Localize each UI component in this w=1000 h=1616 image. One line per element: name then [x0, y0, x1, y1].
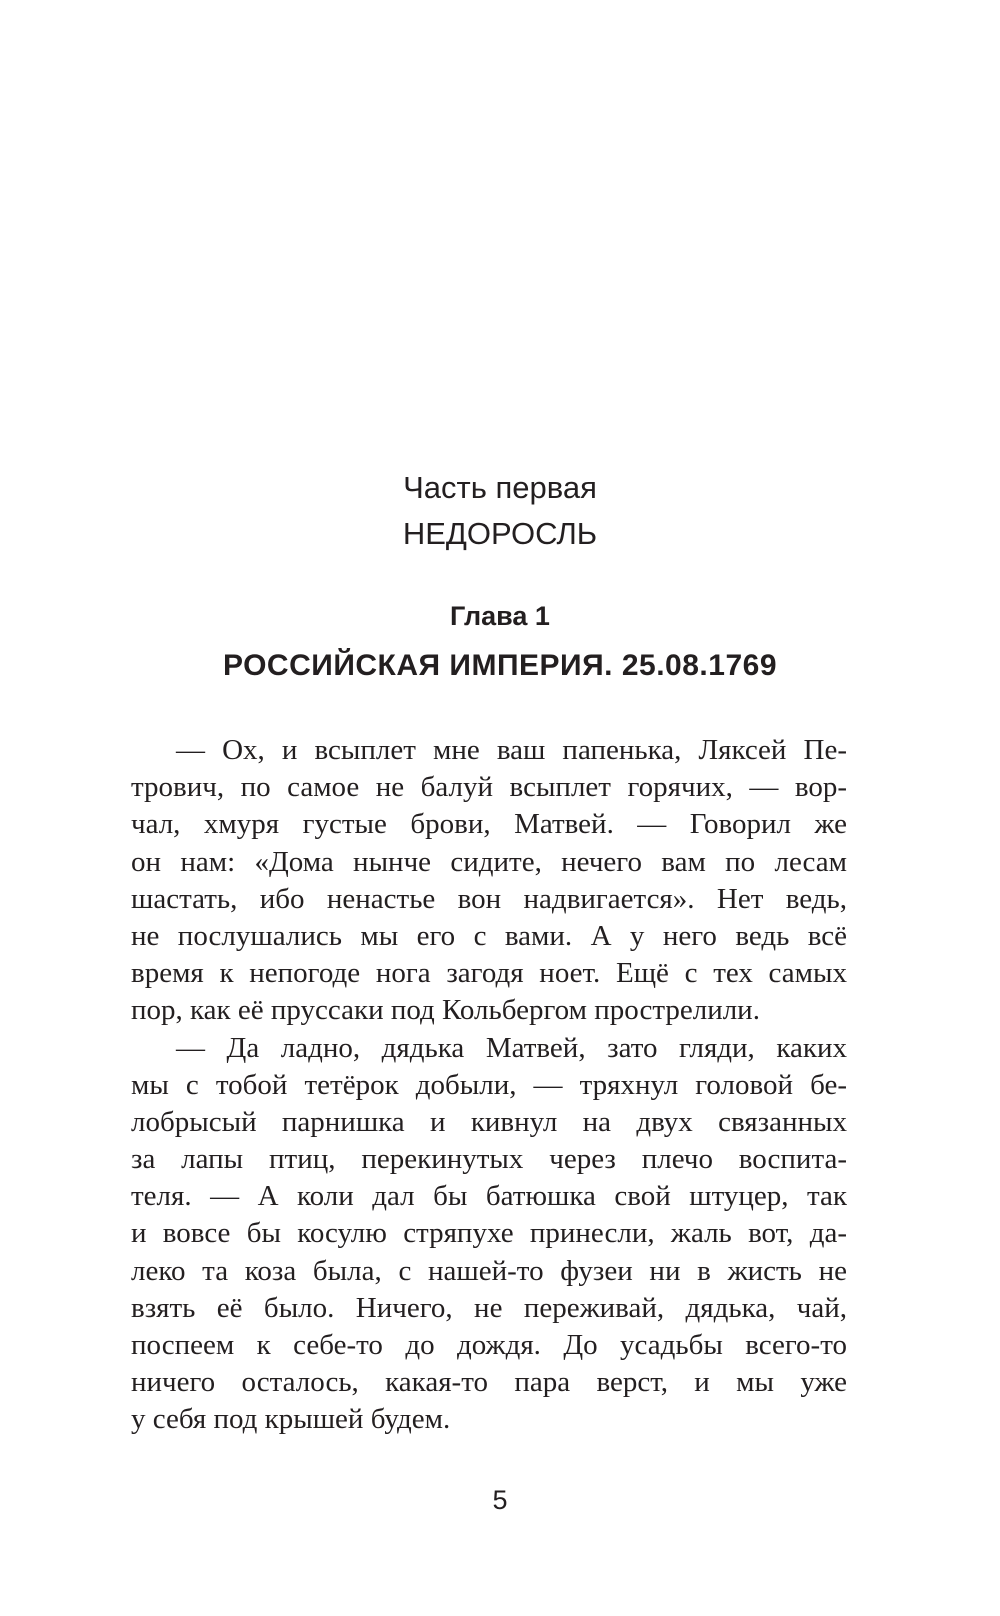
- text-line: не послушались мы его с вами. А у него ведь всё: [131, 919, 847, 952]
- text-line: за лапы птиц, перекинутых через плечо воспита-: [131, 1143, 847, 1176]
- text-line: у себя под крышей будем.: [131, 1403, 451, 1436]
- part-label: Часть первая: [403, 470, 597, 505]
- text-line: время к непогоде нога загодя ноет. Ещё с тех самых: [131, 957, 847, 990]
- chapter-number: Глава 1: [450, 601, 550, 631]
- text-line: взять её было. Ничего, не переживай, дядька, чай,: [131, 1291, 847, 1324]
- text-line: леко та коза была, с нашей-то фузеи ни в жисть не: [131, 1254, 847, 1287]
- text-line: пор, как её пруссаки под Кольбергом прострелили.: [131, 994, 760, 1027]
- text-line: теля. — А коли дал бы батюшка свой штуцер, так: [131, 1180, 847, 1213]
- body-text: [131, 732, 847, 1439]
- part-title: НЕДОРОСЛЬ: [402, 516, 598, 551]
- text-line: чал, хмуря густые брови, Матвей. — Говорил же: [131, 808, 847, 841]
- text-line: ничего осталось, какая-то пара верст, и мы уже: [131, 1366, 847, 1399]
- text-line: трович, по самое не балуй всыплет горячих, — вор-: [131, 771, 847, 804]
- text-line: он нам: «Дома нынче сидите, нечего вам по лесам: [131, 845, 847, 878]
- text-line: поспеем к себе-то до дождя. До усадьбы всего-то: [131, 1329, 847, 1361]
- text-line: — Да ладно, дядька Матвей, зато гляди, каких: [176, 1031, 847, 1064]
- text-line: — Ох, и всыплет мне ваш папенька, Ляксей Пе-: [176, 734, 847, 766]
- page-number: 5: [492, 1485, 508, 1515]
- text-line: мы с тобой тетёрок добыли, — тряхнул головой бе-: [131, 1068, 847, 1101]
- text-line: и вовсе бы косулю стряпухе принесли, жаль вот, да-: [131, 1217, 847, 1250]
- text-line: шастать, ибо ненастье вон надвигается». Нет ведь,: [131, 882, 847, 915]
- paragraph-2: [131, 1030, 847, 1439]
- chapter-title: РОССИЙСКАЯ ИМПЕРИЯ. 25.08.1769: [222, 649, 778, 682]
- text-line: лобрысый парнишка и кивнул на двух связанных: [131, 1105, 847, 1138]
- paragraph-1: [131, 732, 847, 1030]
